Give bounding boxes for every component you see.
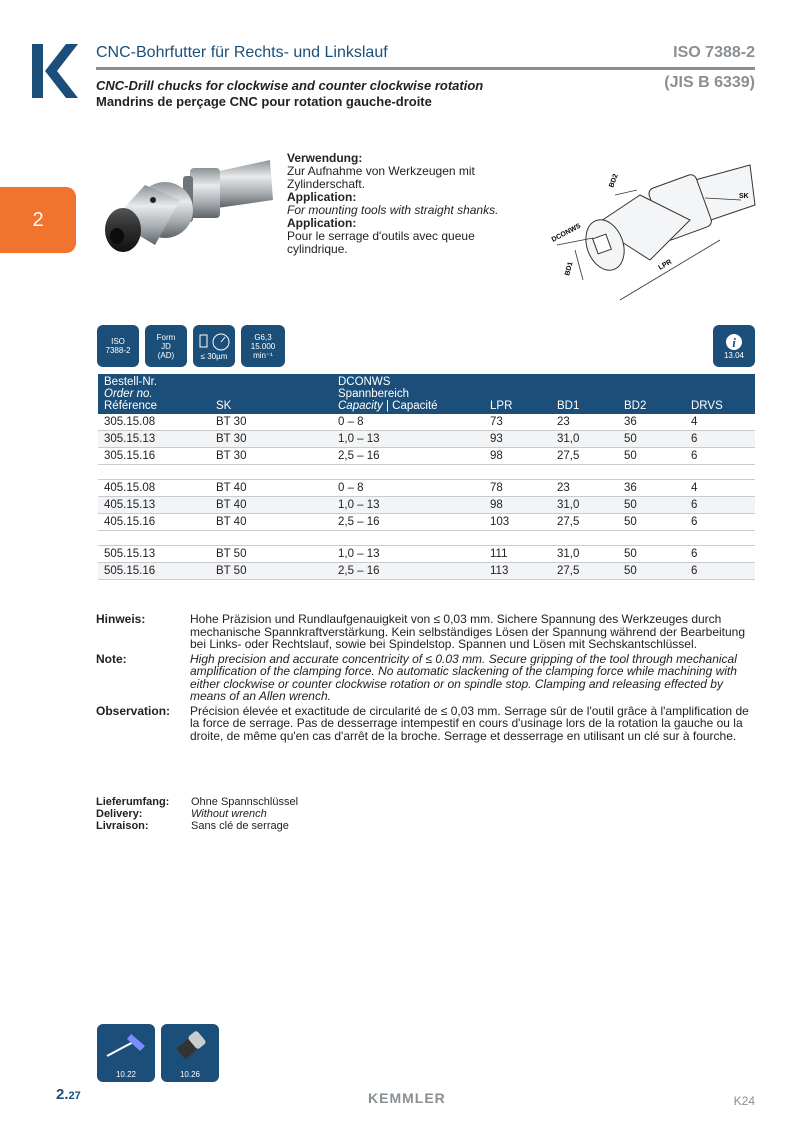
delivery-fr: [96, 820, 298, 832]
cell-lpr: 98: [484, 497, 551, 514]
table-row: [98, 563, 755, 580]
note-en-label: Note:: [96, 651, 127, 666]
badge-form-line3: (AD): [157, 350, 175, 360]
usage-de-label: Verwendung:: [287, 151, 363, 165]
cell-lpr: 113: [484, 563, 551, 580]
cell-bd1: 31,0: [551, 546, 618, 563]
cell-order-no: 305.15.13: [98, 431, 210, 448]
header-dconws-sep: |: [385, 400, 389, 412]
cell-order-no: 305.15.16: [98, 448, 210, 465]
title-french: Mandrins de perçage CNC pour rotation gauche-droite: [96, 94, 432, 109]
technical-drawing: [545, 150, 760, 305]
label-bd1: BD1: [564, 261, 575, 277]
cell-bd2: 50: [618, 514, 685, 531]
badge-balance: [241, 325, 285, 367]
kemmler-k-logo: [32, 44, 78, 98]
cell-drvs: 6: [685, 431, 755, 448]
cell-order-no: 405.15.16: [98, 514, 210, 531]
cell-capacity: 1,0 – 13: [332, 497, 484, 514]
cell-bd1: 27,5: [551, 448, 618, 465]
cell-lpr: 98: [484, 448, 551, 465]
usage-fr-text: Pour le serrage d'outils avec queue cylindrique.: [287, 229, 475, 256]
cell-lpr: 111: [484, 546, 551, 563]
delivery-fr-text: Sans clé de serrage: [191, 820, 289, 832]
table-row: [98, 431, 755, 448]
badge-balance-line3: min⁻¹: [253, 350, 273, 360]
cell-capacity: 2,5 – 16: [332, 514, 484, 531]
header-drvs: DRVS: [685, 374, 755, 414]
cell-bd1: 23: [551, 480, 618, 497]
table-header-row: [98, 374, 755, 414]
header-order-no-en: Order no.: [104, 388, 153, 400]
cell-sk: BT 50: [210, 546, 332, 563]
info-icon: [725, 333, 743, 351]
table-row: [98, 448, 755, 465]
table-spacer-cell: [98, 465, 755, 480]
cell-bd1: 27,5: [551, 514, 618, 531]
usage-en-label: Application:: [287, 190, 357, 204]
label-lpr: LPR: [657, 258, 674, 272]
cell-bd1: 31,0: [551, 497, 618, 514]
note-fr-label: Observation:: [96, 703, 171, 718]
badge-iso-line1: ISO: [111, 337, 125, 346]
page-number-minor: 27: [68, 1090, 81, 1102]
page-code: K24: [733, 1094, 755, 1108]
notes-block: [96, 613, 756, 744]
svg-text:i: i: [732, 334, 736, 350]
cell-capacity: 2,5 – 16: [332, 563, 484, 580]
drill-chuck-photo: [95, 150, 285, 260]
header-dconws: [332, 374, 484, 414]
table-row: [98, 514, 755, 531]
note-de-label: Hinweis:: [96, 612, 146, 626]
usage-fr-label: Application:: [287, 216, 357, 230]
page-number: [56, 1086, 81, 1103]
table-row: [98, 497, 755, 514]
cell-bd1: 31,0: [551, 431, 618, 448]
badge-balance-line1: G6,3: [254, 332, 272, 342]
cell-bd2: 50: [618, 448, 685, 465]
accessory-pull-stud-ref: 10.26: [179, 1070, 201, 1079]
cell-bd1: 27,5: [551, 563, 618, 580]
delivery-en-label: Delivery:: [96, 808, 143, 820]
cell-sk: BT 40: [210, 480, 332, 497]
badge-form-line1: Form: [156, 332, 176, 342]
cell-capacity: 1,0 – 13: [332, 546, 484, 563]
delivery-fr-label: Livraison:: [96, 820, 149, 832]
cell-drvs: 6: [685, 497, 755, 514]
accessory-wrench-ref: 10.22: [115, 1070, 137, 1079]
note-de-text: Hohe Präzision und Rundlaufgenauigkeit von ≤ 0,03 mm. Sichere Spannung des Werkzeuges durch mechanische Spannkraftverstärkung. Kein selbständiges Lösen der Spannung während der Bearbeitung bei Links- oder Rechtslauf, sowie bei Spindelstop. Spannen und Lösen mit Sechskantschlüssel.: [190, 612, 746, 651]
header-dconws-de: Spannbereich: [338, 388, 409, 400]
cell-drvs: 6: [685, 563, 755, 580]
note-fr-text: Précision élevée et exactitude de circularité de ≤ 0,03 mm. Serrage sûr de l'outil grâce à l'amplification de la force de serrage. Pas de desserrage intempestif en cours d'usinage lors de la rotation la gauche ou la droite, de même qu'en cas d'arrêt de la broche. Serrage et desserrage en utilisant un clé sur à fourche.: [190, 703, 749, 743]
chapter-tab[interactable]: 2: [0, 187, 76, 253]
header-dconws-code: DCONWS: [338, 376, 391, 388]
badge-form-line2: JD: [161, 341, 171, 351]
standard-label: ISO 7388-2: [673, 44, 755, 61]
label-dconws: DCONWS: [550, 222, 583, 244]
cell-drvs: 6: [685, 546, 755, 563]
cell-lpr: 73: [484, 414, 551, 431]
delivery-de-text: Ohne Spannschlüssel: [191, 796, 299, 808]
cell-order-no: 505.15.16: [98, 563, 210, 580]
label-sk: SK: [739, 193, 749, 200]
label-bd2: BD2: [608, 173, 620, 189]
cell-lpr: 78: [484, 480, 551, 497]
badge-balance-line2: 15.000: [250, 341, 276, 351]
cell-drvs: 4: [685, 414, 755, 431]
header-dconws-en: Capacity: [338, 400, 383, 412]
delivery-block: [96, 796, 298, 832]
cell-bd1: 23: [551, 414, 618, 431]
cell-sk: BT 50: [210, 563, 332, 580]
cell-bd2: 50: [618, 563, 685, 580]
usage-de-text: Zur Aufnahme von Werkzeugen mit Zylinderschaft.: [287, 164, 475, 191]
badge-info[interactable]: [713, 325, 755, 367]
cell-capacity: 0 – 8: [332, 480, 484, 497]
note-en-text: High precision and accurate concentricity of ≤ 0.03 mm. Secure gripping of the tool through mechanical amplification of the clamping force. No automatic slackening of the clamping force while machining with either clockwise or counter clockwise rotation or on spindle stop. Clamping and releasing effected by means of an Allen wrench.: [190, 651, 737, 703]
cell-lpr: 93: [484, 431, 551, 448]
cell-bd2: 50: [618, 431, 685, 448]
badge-runout: [193, 325, 235, 367]
header-order-no: [98, 374, 210, 414]
badge-runout-label: ≤ 30µm: [200, 351, 228, 361]
cell-sk: BT 30: [210, 448, 332, 465]
accessory-pull-stud[interactable]: [161, 1024, 219, 1082]
title-german: CNC-Bohrfutter für Rechts- und Linkslauf: [96, 44, 388, 61]
cell-order-no: 305.15.08: [98, 414, 210, 431]
header-dconws-fr: Capacité: [392, 400, 438, 412]
delivery-de-label: Lieferumfang:: [96, 796, 170, 808]
pull-stud-icon: [161, 1024, 219, 1068]
cell-drvs: 6: [685, 514, 755, 531]
note-fr: [96, 705, 756, 743]
badge-iso: [97, 325, 139, 367]
cell-sk: BT 40: [210, 497, 332, 514]
cell-sk: BT 40: [210, 514, 332, 531]
cell-capacity: 0 – 8: [332, 414, 484, 431]
header-lpr: LPR: [484, 374, 551, 414]
note-en: [96, 653, 756, 703]
delivery-en: [96, 808, 298, 820]
cell-drvs: 4: [685, 480, 755, 497]
cell-order-no: 405.15.08: [98, 480, 210, 497]
cell-capacity: 1,0 – 13: [332, 431, 484, 448]
spec-table: [98, 374, 755, 580]
table-row: [98, 546, 755, 563]
usage-en-text: For mounting tools with straight shanks.: [287, 203, 499, 217]
page-number-major: 2.: [56, 1086, 69, 1103]
header-bd1: BD1: [551, 374, 618, 414]
header-bd2: BD2: [618, 374, 685, 414]
usage-block: [287, 152, 527, 256]
header-order-no-de: Bestell-Nr.: [104, 376, 158, 388]
table-row: [98, 414, 755, 431]
cell-lpr: 103: [484, 514, 551, 531]
delivery-en-text: Without wrench: [191, 808, 267, 820]
table-row: [98, 480, 755, 497]
cell-bd2: 36: [618, 414, 685, 431]
table-spacer-row: [98, 531, 755, 546]
allen-wrench-icon: [97, 1024, 155, 1068]
badge-info-ref: 13.04: [723, 350, 745, 360]
badge-iso-line2: 7388-2: [105, 346, 131, 355]
cell-sk: BT 30: [210, 431, 332, 448]
cell-capacity: 2,5 – 16: [332, 448, 484, 465]
header-order-no-fr: Référence: [104, 400, 158, 412]
badge-form: [145, 325, 187, 367]
standard-alt-label: (JIS B 6339): [664, 74, 755, 91]
cell-sk: BT 30: [210, 414, 332, 431]
cell-bd2: 36: [618, 480, 685, 497]
dial-gauge-icon: [197, 332, 231, 352]
cell-order-no: 505.15.13: [98, 546, 210, 563]
table-spacer-row: [98, 465, 755, 480]
note-de: [96, 613, 756, 651]
brand-name: KEMMLER: [368, 1090, 446, 1106]
cell-order-no: 405.15.13: [98, 497, 210, 514]
header-rule: [96, 67, 755, 70]
title-english: CNC-Drill chucks for clockwise and counter clockwise rotation: [96, 78, 484, 93]
delivery-de: [96, 796, 298, 808]
cell-bd2: 50: [618, 497, 685, 514]
cell-bd2: 50: [618, 546, 685, 563]
cell-drvs: 6: [685, 448, 755, 465]
table-spacer-cell: [98, 531, 755, 546]
header-sk: SK: [210, 374, 332, 414]
accessory-wrench[interactable]: [97, 1024, 155, 1082]
